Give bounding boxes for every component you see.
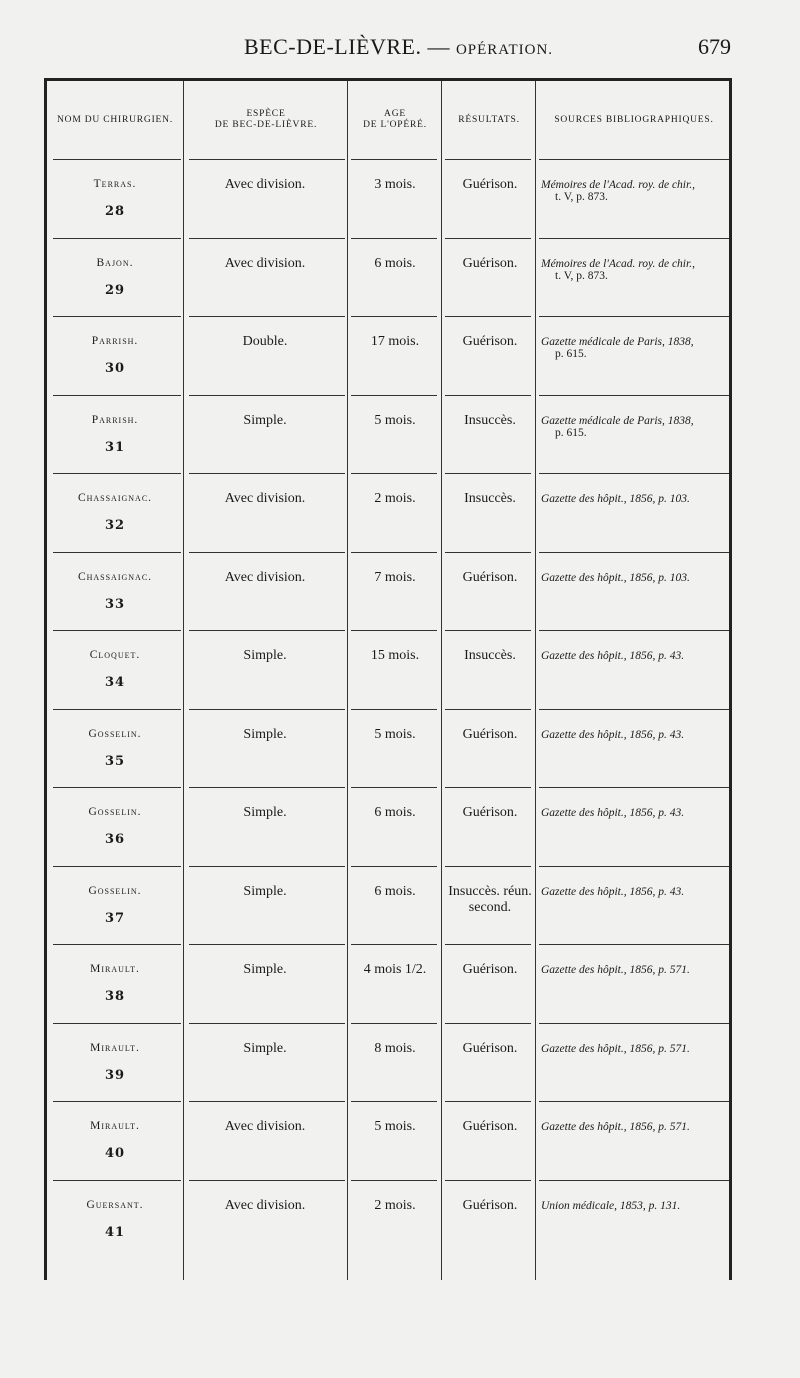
- header-results: RÉSULTATS.: [458, 114, 520, 125]
- bibliographic-source: [539, 415, 735, 439]
- patient-age: 7 mois.: [374, 569, 416, 585]
- surgeon-name: Gosselin.: [88, 884, 142, 897]
- case-number: 37: [104, 910, 126, 926]
- lip-type: Simple.: [243, 805, 287, 820]
- source-line-2: t. V, p. 873.: [555, 191, 608, 203]
- table-row: [47, 473, 729, 551]
- patient-age: 5 mois.: [374, 412, 416, 428]
- surgeon-name: Cloquet.: [89, 649, 141, 661]
- result: Guérison.: [462, 726, 518, 742]
- result: Guérison.: [462, 255, 518, 271]
- source-line-1: Union médicale, 1853, p. 131.: [541, 1199, 681, 1212]
- patient-age: 15 mois.: [370, 648, 420, 663]
- bibliographic-source: [539, 336, 735, 360]
- table-row: [47, 1023, 729, 1101]
- lip-type: Avec division.: [224, 569, 306, 585]
- bibliographic-source: [539, 179, 735, 203]
- surgeon-name: Gosselin.: [88, 727, 142, 740]
- table-row: [47, 866, 729, 944]
- lip-type: Avec division.: [224, 1197, 306, 1213]
- header-surgeon: NOM DU CHIRURGIEN.: [57, 114, 173, 125]
- patient-age: 3 mois.: [374, 177, 416, 192]
- lip-type: Avec division.: [224, 255, 306, 271]
- patient-age: 5 mois.: [374, 1119, 416, 1134]
- page-header: [0, 32, 800, 72]
- result: Guérison.: [462, 1197, 518, 1213]
- lip-type: Simple.: [243, 726, 287, 742]
- source-line-1: Gazette des hôpit., 1856, p. 571.: [541, 1042, 690, 1055]
- surgeon-name: Bajon.: [96, 256, 134, 269]
- page-number: 679: [698, 34, 731, 59]
- table-row: [47, 395, 729, 473]
- surgeon-name: Gosselin.: [88, 806, 142, 818]
- patient-age: 4 mois 1/2.: [363, 962, 427, 977]
- surgeon-name: Mirault.: [90, 1120, 140, 1132]
- patient-age: 2 mois.: [374, 1197, 416, 1213]
- result: Guérison.: [462, 962, 518, 977]
- surgeon-name: Chassaignac.: [77, 492, 153, 504]
- lip-type: Avec division.: [224, 177, 306, 192]
- header-age-line2: DE L'OPÉRÉ.: [363, 120, 427, 130]
- table-row: [47, 709, 729, 787]
- table-row: [47, 552, 729, 630]
- case-number: 36: [104, 832, 126, 847]
- source-line-1: Gazette médicale de Paris, 1838,: [541, 414, 694, 427]
- case-number: 30: [104, 361, 126, 376]
- surgeon-name: Guersant.: [86, 1198, 144, 1211]
- bibliographic-source: [539, 258, 735, 282]
- source-line-2: p. 615.: [555, 348, 587, 360]
- table-row: [47, 944, 729, 1022]
- bibliographic-source: [539, 964, 735, 976]
- patient-age: 6 mois.: [374, 883, 416, 899]
- result: Guérison.: [462, 1040, 518, 1056]
- bibliographic-source: [539, 1200, 735, 1212]
- result: Guérison.: [462, 177, 518, 192]
- result: Guérison.: [462, 805, 518, 820]
- source-line-1: Mémoires de l'Acad. roy. de chir.,: [541, 257, 695, 270]
- result: Insuccès.: [464, 412, 516, 428]
- surgeon-name: Mirault.: [90, 963, 140, 975]
- case-number: 38: [104, 989, 126, 1004]
- case-number: 35: [104, 753, 126, 769]
- source-line-1: Gazette des hôpit., 1856, p. 43.: [541, 885, 685, 898]
- header-espece: [185, 81, 347, 159]
- table-header: [47, 81, 729, 159]
- result: Insuccès.: [464, 648, 516, 663]
- bibliographic-source: [539, 493, 735, 505]
- table-row: [47, 1101, 729, 1179]
- lip-type: Simple.: [243, 412, 287, 428]
- result: Guérison.: [462, 1119, 518, 1134]
- table-row: [47, 1180, 729, 1258]
- surgeon-name: Parrish.: [91, 335, 139, 347]
- case-number: 28: [104, 204, 126, 219]
- bibliographic-source: [539, 886, 735, 898]
- result: Guérison.: [462, 569, 518, 585]
- case-number: 31: [104, 439, 126, 455]
- table-row: [47, 630, 729, 708]
- bibliographic-source: [539, 572, 735, 584]
- lip-type: Double.: [242, 334, 288, 349]
- case-number: 40: [104, 1146, 126, 1161]
- bibliographic-source: [539, 1043, 735, 1055]
- table-row: [47, 316, 729, 394]
- surgeon-name: Chassaignac.: [77, 570, 153, 583]
- case-number: 32: [104, 518, 126, 533]
- patient-age: 8 mois.: [374, 1040, 416, 1056]
- running-title: [244, 34, 553, 60]
- header-sources: SOURCES BIBLIOGRAPHIQUES.: [554, 114, 714, 125]
- header-age-line1: AGE: [384, 109, 406, 119]
- lip-type: Avec division.: [224, 491, 306, 506]
- header-age: [349, 81, 441, 159]
- lip-type: Simple.: [243, 962, 287, 977]
- bibliographic-source: [539, 807, 735, 819]
- bibliographic-source: [539, 729, 735, 741]
- source-line-1: Gazette médicale de Paris, 1838,: [541, 336, 694, 348]
- header-espece-line1: ESPÈCE: [246, 109, 286, 119]
- lip-type: Simple.: [243, 648, 287, 663]
- source-line-1: Gazette des hôpit., 1856, p. 43.: [541, 807, 685, 819]
- surgery-table: [44, 78, 732, 1280]
- bibliographic-source: [539, 650, 735, 662]
- case-number: 34: [104, 675, 126, 690]
- source-line-1: Mémoires de l'Acad. roy. de chir.,: [541, 179, 695, 191]
- lip-type: Avec division.: [224, 1119, 306, 1134]
- header-espece-line2: DE BEC-DE-LIÈVRE.: [214, 120, 318, 130]
- source-line-1: Gazette des hôpit., 1856, p. 103.: [541, 571, 690, 584]
- source-line-1: Gazette des hôpit., 1856, p. 571.: [541, 964, 690, 976]
- title-dash: —: [427, 34, 450, 59]
- case-number: 39: [104, 1067, 126, 1083]
- source-line-2: p. 615.: [555, 426, 587, 439]
- source-line-1: Gazette des hôpit., 1856, p. 571.: [541, 1121, 690, 1133]
- surgeon-name: Terras.: [93, 178, 137, 190]
- lip-type: Simple.: [243, 883, 287, 899]
- table-row: [47, 787, 729, 865]
- case-number: 33: [104, 596, 126, 612]
- case-number: 29: [104, 282, 126, 298]
- result: Insuccès.: [464, 491, 516, 506]
- result: Insuccès. réun. second.: [448, 883, 532, 915]
- patient-age: 2 mois.: [374, 491, 416, 506]
- title-sub: OPÉRATION.: [455, 42, 554, 58]
- case-number: 41: [104, 1224, 126, 1240]
- patient-age: 6 mois.: [374, 255, 416, 271]
- patient-age: 5 mois.: [374, 726, 416, 742]
- source-line-1: Gazette des hôpit., 1856, p. 43.: [541, 650, 685, 662]
- table-row: [47, 238, 729, 316]
- surgeon-name: Parrish.: [91, 413, 139, 426]
- source-line-1: Gazette des hôpit., 1856, p. 103.: [541, 493, 690, 505]
- lip-type: Simple.: [243, 1040, 287, 1056]
- title-main: BEC-DE-LIÈVRE.: [244, 34, 422, 59]
- patient-age: 17 mois.: [370, 334, 420, 349]
- table-row: [47, 159, 729, 237]
- bibliographic-source: [539, 1121, 735, 1133]
- patient-age: 6 mois.: [374, 805, 416, 820]
- surgeon-name: Mirault.: [90, 1041, 140, 1054]
- source-line-1: Gazette des hôpit., 1856, p. 43.: [541, 728, 685, 741]
- result: Guérison.: [462, 334, 518, 349]
- source-line-2: t. V, p. 873.: [555, 269, 608, 282]
